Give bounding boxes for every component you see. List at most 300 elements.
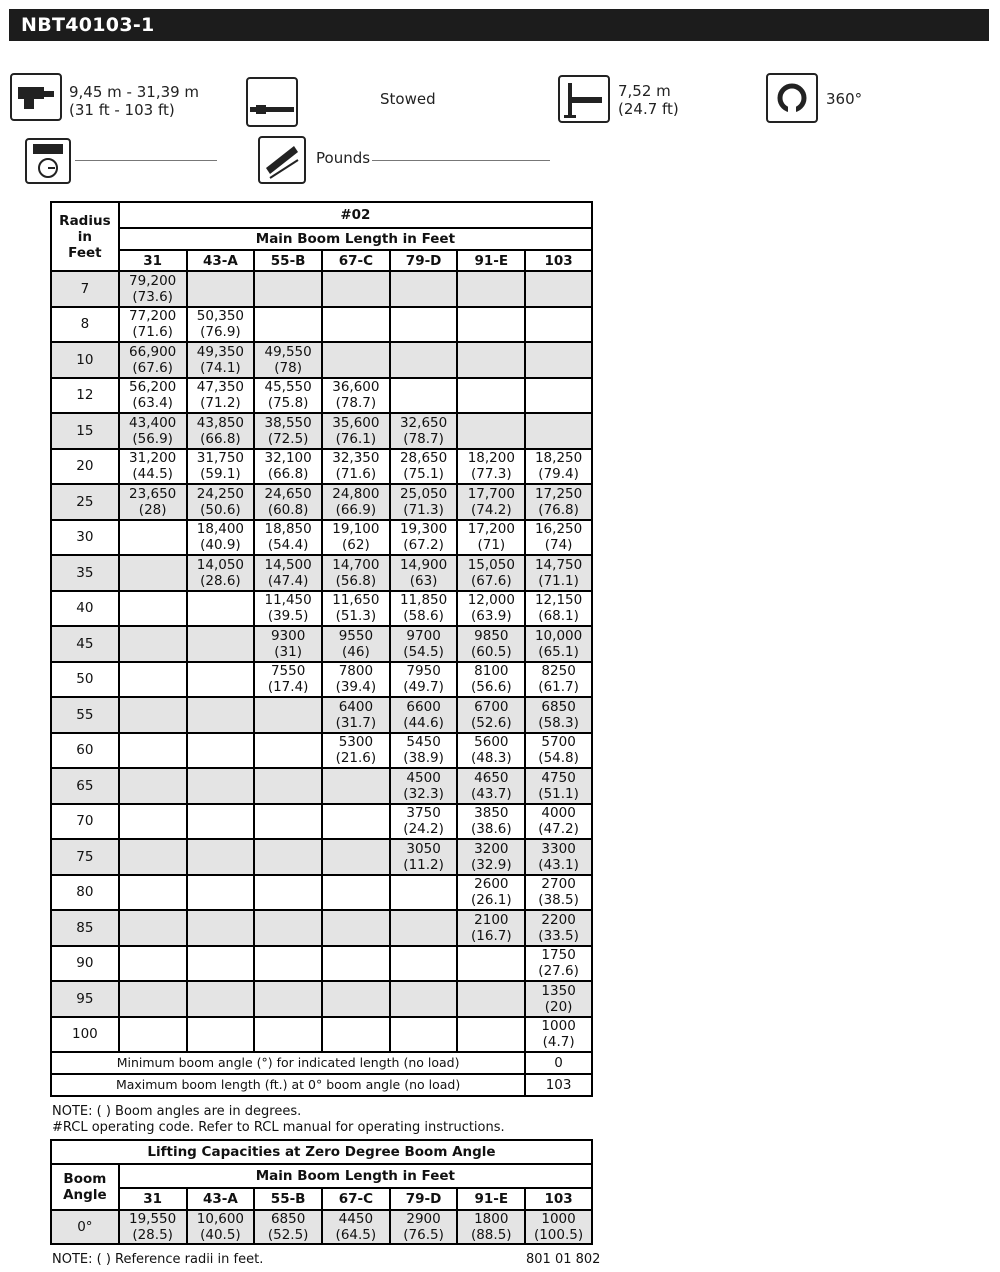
boom-angle-value: (51.3) <box>335 608 377 625</box>
capacity-value: 56,200 <box>129 379 177 396</box>
table-row <box>51 662 592 698</box>
capacity-cell <box>119 342 187 378</box>
capacity-value: 6700 <box>474 698 509 715</box>
zero-capacity-cell <box>254 1210 322 1244</box>
capacity-cell <box>322 697 390 733</box>
capacity-cell <box>119 413 187 449</box>
table-row <box>51 413 592 449</box>
table-row <box>51 591 592 627</box>
capacity-cell <box>390 981 458 1017</box>
radius-cell: 80 <box>51 875 119 911</box>
capacity-cell <box>254 413 322 449</box>
capacity-cell <box>390 378 458 414</box>
boom-angle-value: (44.5) <box>132 466 173 483</box>
radius-cell: 40 <box>51 591 119 627</box>
capacity-value: 10,000 <box>534 627 583 644</box>
capacity-cell <box>119 1017 187 1053</box>
capacity-cell <box>457 875 525 911</box>
capacity-cell <box>119 697 187 733</box>
radius-header: Radius in Feet <box>51 202 119 271</box>
capacity-cell <box>254 555 322 591</box>
capacity-value: 9700 <box>406 627 441 644</box>
reference-radius-value: (28.5) <box>132 1227 173 1243</box>
capacity-cell <box>187 839 255 875</box>
capacity-cell <box>322 733 390 769</box>
capacity-value: 5450 <box>406 734 441 751</box>
boom-angle-value: (54.4) <box>267 537 309 554</box>
capacity-cell <box>322 378 390 414</box>
capacity-cell <box>187 271 255 307</box>
capacity-cell <box>322 484 390 520</box>
capacity-cell <box>390 271 458 307</box>
capacity-cell <box>119 484 187 520</box>
table-row <box>51 626 592 662</box>
boom-angle-value: (72.5) <box>267 430 309 447</box>
table-row <box>51 484 592 520</box>
capacity-value: 18,400 <box>196 521 245 538</box>
boom-angle-value: (62) <box>342 537 370 554</box>
table-row <box>51 697 592 733</box>
boom-angle-value: (75.8) <box>267 395 309 412</box>
capacity-value: 18,250 <box>534 450 583 467</box>
boom-angle-value: (32.3) <box>403 785 444 802</box>
capacity-value: 1800 <box>474 1211 509 1227</box>
capacity-cell <box>119 626 187 662</box>
capacity-value: 6850 <box>270 1211 306 1227</box>
capacity-value: 36,600 <box>332 379 380 396</box>
boom-length-header: Main Boom Length in Feet <box>119 228 592 250</box>
capacity-cell <box>254 1017 322 1053</box>
boom-angle-value: (59.1) <box>200 466 241 483</box>
zero-capacity-cell <box>322 1210 390 1244</box>
boom-angle-value: (68.1) <box>538 608 579 625</box>
capacity-value: 11,850 <box>399 592 448 609</box>
reference-radius-value: (52.5) <box>267 1227 309 1243</box>
capacity-cell <box>254 662 322 698</box>
capacity-cell <box>322 342 390 378</box>
page-title: NBT40103-1 <box>9 9 989 41</box>
capacity-value: 32,350 <box>332 450 380 467</box>
capacity-cell <box>254 733 322 769</box>
capacity-value: 45,550 <box>264 379 312 396</box>
table-row <box>51 342 592 378</box>
capacity-value: 15,050 <box>467 556 515 573</box>
boom-angle-value: (71.6) <box>132 324 173 341</box>
capacity-cell <box>525 555 592 591</box>
capacity-cell <box>322 555 390 591</box>
capacity-value: 5300 <box>338 734 374 751</box>
capacity-cell <box>457 271 525 307</box>
capacity-cell <box>390 804 458 840</box>
boom-angle-value: (56.6) <box>471 679 512 696</box>
capacity-cell <box>254 839 322 875</box>
capacity-value: 31,750 <box>196 450 245 467</box>
capacity-cell <box>525 413 592 449</box>
radius-cell: 55 <box>51 697 119 733</box>
boom-angle-value: (74) <box>544 537 573 554</box>
zero-capacity-cell <box>187 1210 255 1244</box>
max-length-value: 103 <box>525 1074 592 1096</box>
boom-angle-value: (74.2) <box>471 501 512 518</box>
zero-table-title: Lifting Capacities at Zero Degree Boom Angle <box>51 1140 592 1164</box>
capacity-cell <box>254 271 322 307</box>
capacity-value: 5700 <box>541 734 576 751</box>
zero-boom-length-column-header: 67-C <box>322 1188 390 1210</box>
table-row <box>51 378 592 414</box>
capacity-cell <box>119 910 187 946</box>
radius-cell: 12 <box>51 378 119 414</box>
boom-length-icon <box>10 73 62 121</box>
radius-cell: 35 <box>51 555 119 591</box>
capacity-value: 2600 <box>474 876 509 893</box>
capacity-cell <box>457 662 525 698</box>
capacity-value: 24,800 <box>332 485 380 502</box>
capacity-value: 8250 <box>541 663 576 680</box>
radius-cell: 60 <box>51 733 119 769</box>
capacity-value: 14,750 <box>534 556 583 573</box>
boom-angle-value: (66.8) <box>200 430 241 447</box>
boom-angle-value: (60.8) <box>267 501 309 518</box>
capacity-cell <box>187 662 255 698</box>
capacity-value: 14,500 <box>264 556 312 573</box>
capacity-cell <box>119 591 187 627</box>
boom-angle-value: (73.6) <box>132 288 173 305</box>
zero-angle-table <box>50 1139 593 1245</box>
capacity-cell <box>322 946 390 982</box>
reference-radius-value: (88.5) <box>470 1227 512 1243</box>
boom-angle-value: (38.5) <box>538 892 579 909</box>
capacity-cell <box>119 520 187 556</box>
capacity-cell <box>390 839 458 875</box>
capacity-cell <box>187 449 255 485</box>
capacity-cell <box>187 555 255 591</box>
boom-angle-value: (40.9) <box>200 537 241 554</box>
table-row <box>51 804 592 840</box>
boom-angle-value: (63) <box>409 572 438 589</box>
capacity-cell <box>390 520 458 556</box>
radius-cell: 70 <box>51 804 119 840</box>
zero-boom-length-column-header: 91-E <box>457 1188 525 1210</box>
reference-radius-value: (76.5) <box>403 1227 444 1243</box>
zero-boom-length-column-header: 43-A <box>187 1188 255 1210</box>
table-row <box>51 768 592 804</box>
capacity-cell <box>322 875 390 911</box>
boom-angle-value: (49.7) <box>403 679 444 696</box>
capacity-value: 18,200 <box>467 450 515 467</box>
jib-stowed-icon <box>246 77 298 127</box>
capacity-cell <box>254 910 322 946</box>
boom-angle-value: (71.3) <box>403 501 444 518</box>
capacity-value: 35,600 <box>332 414 380 431</box>
capacity-value: 2100 <box>474 911 509 928</box>
capacity-cell <box>525 307 592 343</box>
table-row <box>51 271 592 307</box>
capacity-value: 4650 <box>474 769 509 786</box>
capacity-value: 19,550 <box>129 1211 177 1227</box>
capacity-value: 11,450 <box>264 592 312 609</box>
boom-angle-value: (32.9) <box>471 856 512 873</box>
footer-note: NOTE: ( ) Reference radii in feet. <box>52 1252 264 1267</box>
capacity-cell <box>525 378 592 414</box>
boom-angle-value: (65.1) <box>538 643 579 660</box>
capacity-value: 24,650 <box>264 485 312 502</box>
capacity-cell <box>254 946 322 982</box>
capacity-cell <box>322 413 390 449</box>
load-chart-table <box>50 201 593 1097</box>
capacity-cell <box>390 413 458 449</box>
capacity-cell <box>119 946 187 982</box>
capacity-cell <box>254 981 322 1017</box>
capacity-cell <box>390 768 458 804</box>
capacity-cell <box>525 768 592 804</box>
boom-length-column-header: 91-E <box>457 250 525 271</box>
capacity-value: 7550 <box>270 663 306 680</box>
boom-angle-value: (76.9) <box>200 324 241 341</box>
capacity-cell <box>254 484 322 520</box>
boom-angle-value: (58.3) <box>538 714 579 731</box>
capacity-cell <box>525 804 592 840</box>
capacity-cell <box>119 271 187 307</box>
boom-angle-value: (74.1) <box>200 359 241 376</box>
capacity-value: 43,400 <box>129 414 177 431</box>
capacity-cell <box>254 875 322 911</box>
boom-angle-value: (66.8) <box>267 466 309 483</box>
capacity-cell <box>390 875 458 911</box>
capacity-cell <box>187 910 255 946</box>
capacity-cell <box>187 697 255 733</box>
capacity-cell <box>457 626 525 662</box>
capacity-cell <box>119 449 187 485</box>
zero-capacity-cell <box>119 1210 187 1244</box>
capacity-cell <box>119 875 187 911</box>
capacity-value: 8100 <box>474 663 509 680</box>
capacity-value: 17,700 <box>467 485 515 502</box>
capacity-cell <box>457 981 525 1017</box>
boom-range-metric: 9,45 m - 31,39 m <box>69 83 200 101</box>
capacity-cell <box>254 591 322 627</box>
capacity-cell <box>525 981 592 1017</box>
boom-angle-value: (67.6) <box>132 359 173 376</box>
capacity-cell <box>119 981 187 1017</box>
note-angles: NOTE: ( ) Boom angles are in degrees. <box>52 1104 302 1119</box>
table-row <box>51 839 592 875</box>
capacity-cell <box>457 591 525 627</box>
capacity-cell <box>525 733 592 769</box>
capacity-cell <box>322 626 390 662</box>
boom-angle-value: (44.6) <box>403 714 444 731</box>
capacity-cell <box>457 378 525 414</box>
capacity-value: 3050 <box>406 840 441 857</box>
outrigger-metric: 7,52 m <box>618 82 671 100</box>
boom-angle-value: (75.1) <box>403 466 444 483</box>
capacity-value: 9550 <box>338 627 374 644</box>
boom-angle-value: (54.5) <box>403 643 444 660</box>
capacity-cell <box>254 804 322 840</box>
capacity-value: 49,550 <box>264 343 312 360</box>
boom-angle-value: (26.1) <box>471 892 512 909</box>
boom-angle-value: (54.8) <box>538 750 579 767</box>
capacity-cell <box>525 591 592 627</box>
capacity-cell <box>457 946 525 982</box>
zero-boom-length-column-header: 31 <box>119 1188 187 1210</box>
radius-cell: 25 <box>51 484 119 520</box>
boom-angle-value: (79.4) <box>538 466 579 483</box>
boom-angle-value: (39.4) <box>335 679 377 696</box>
capacity-cell <box>322 307 390 343</box>
capacity-cell <box>525 520 592 556</box>
capacity-cell <box>457 342 525 378</box>
table-row <box>51 910 592 946</box>
capacity-value: 19,100 <box>332 521 380 538</box>
capacity-cell <box>390 910 458 946</box>
table-row <box>51 307 592 343</box>
capacity-cell <box>457 839 525 875</box>
boom-length-column-header: 43-A <box>187 250 255 271</box>
capacity-cell <box>187 1017 255 1053</box>
radius-cell: 95 <box>51 981 119 1017</box>
table-row <box>51 555 592 591</box>
capacity-cell <box>119 378 187 414</box>
capacity-cell <box>187 768 255 804</box>
boom-angle-value: (50.6) <box>200 501 241 518</box>
capacity-cell <box>322 449 390 485</box>
capacity-cell <box>187 946 255 982</box>
capacity-cell <box>525 271 592 307</box>
capacity-cell <box>119 839 187 875</box>
capacity-value: 2200 <box>541 911 576 928</box>
boom-angle-value: (67.6) <box>471 572 512 589</box>
boom-angle-value: (60.5) <box>471 643 512 660</box>
capacity-value: 14,050 <box>196 556 245 573</box>
capacity-cell <box>390 555 458 591</box>
capacity-cell <box>187 733 255 769</box>
boom-angle-value: (76.8) <box>538 501 579 518</box>
table-row <box>51 981 592 1017</box>
capacity-cell <box>187 307 255 343</box>
capacity-value: 32,650 <box>399 414 448 431</box>
capacity-value: 16,250 <box>534 521 583 538</box>
capacity-value: 1000 <box>541 1018 576 1035</box>
table-row <box>51 449 592 485</box>
capacity-cell <box>457 307 525 343</box>
radius-cell: 65 <box>51 768 119 804</box>
capacity-value: 25,050 <box>399 485 448 502</box>
reference-radius-value: (40.5) <box>200 1227 241 1243</box>
boom-length-column-header: 79-D <box>390 250 458 271</box>
radius-cell: 15 <box>51 413 119 449</box>
capacity-cell <box>525 697 592 733</box>
capacity-cell <box>322 768 390 804</box>
boom-angle-value: (52.6) <box>471 714 512 731</box>
rotation-label: 360° <box>826 90 863 108</box>
reference-radius-value: (64.5) <box>335 1227 377 1243</box>
radius-cell: 90 <box>51 946 119 982</box>
boom-angle-value: (47.2) <box>538 821 579 838</box>
capacity-cell <box>322 271 390 307</box>
boom-angle-value: (63.4) <box>132 395 173 412</box>
boom-angle-value: (27.6) <box>538 963 579 980</box>
boom-angle-value: (48.3) <box>471 750 512 767</box>
capacity-cell <box>457 910 525 946</box>
capacity-value: 17,200 <box>467 521 515 538</box>
capacity-value: 23,650 <box>129 485 177 502</box>
boom-angle-value: (17.4) <box>267 679 309 696</box>
capacity-value: 4450 <box>338 1211 374 1227</box>
capacity-cell <box>525 449 592 485</box>
boom-angle-icon <box>258 136 306 184</box>
capacity-value: 10,600 <box>196 1211 245 1227</box>
capacity-cell <box>322 662 390 698</box>
boom-angle-value: (67.2) <box>403 537 444 554</box>
capacity-value: 79,200 <box>129 272 177 289</box>
capacity-cell <box>322 839 390 875</box>
capacity-value: 3750 <box>406 805 441 822</box>
capacity-value: 3200 <box>474 840 509 857</box>
capacity-cell <box>254 449 322 485</box>
boom-angle-value: (76.1) <box>335 430 377 447</box>
capacity-value: 31,200 <box>129 450 177 467</box>
capacity-cell <box>457 413 525 449</box>
outrigger-spread-icon <box>558 75 610 123</box>
capacity-value: 7800 <box>338 663 374 680</box>
table-row <box>51 1017 592 1053</box>
capacity-value: 6400 <box>338 698 374 715</box>
min-angle-label: Minimum boom angle (°) for indicated length (no load) <box>51 1052 525 1074</box>
capacity-cell <box>525 1017 592 1053</box>
boom-angle-value: (66.9) <box>335 501 377 518</box>
document-code: 801 01 802 <box>526 1252 601 1267</box>
boom-angle-value: (46) <box>342 643 370 660</box>
capacity-value: 2700 <box>541 876 576 893</box>
capacity-cell <box>390 591 458 627</box>
radius-cell: 100 <box>51 1017 119 1053</box>
table-row <box>51 875 592 911</box>
capacity-cell <box>525 626 592 662</box>
radius-cell: 50 <box>51 662 119 698</box>
boom-length-column-header: 67-C <box>322 250 390 271</box>
capacity-cell <box>457 449 525 485</box>
capacity-cell <box>457 520 525 556</box>
capacity-cell <box>390 662 458 698</box>
zero-boom-length-column-header: 79-D <box>390 1188 458 1210</box>
capacity-cell <box>457 733 525 769</box>
capacity-cell <box>119 555 187 591</box>
capacity-cell <box>254 520 322 556</box>
capacity-value: 3850 <box>474 805 509 822</box>
boom-angle-value: (21.6) <box>335 750 377 767</box>
capacity-cell <box>525 910 592 946</box>
capacity-cell <box>322 981 390 1017</box>
boom-angle-value: (78.7) <box>335 395 377 412</box>
capacity-value: 1750 <box>541 947 576 964</box>
capacity-cell <box>187 484 255 520</box>
zero-boom-length-header: Main Boom Length in Feet <box>119 1164 592 1188</box>
boom-angle-value: (4.7) <box>542 1034 575 1051</box>
boom-angle-value: (78.7) <box>403 430 444 447</box>
zero-boom-length-column-header: 103 <box>525 1188 592 1210</box>
capacity-cell <box>187 378 255 414</box>
radius-cell: 7 <box>51 271 119 307</box>
capacity-cell <box>187 875 255 911</box>
capacity-cell <box>457 484 525 520</box>
capacity-value: 14,900 <box>399 556 448 573</box>
min-angle-value: 0 <box>525 1052 592 1074</box>
table-row <box>51 733 592 769</box>
boom-angle-value: (56.9) <box>132 430 173 447</box>
radius-cell: 75 <box>51 839 119 875</box>
capacity-cell <box>187 342 255 378</box>
capacity-cell <box>119 733 187 769</box>
